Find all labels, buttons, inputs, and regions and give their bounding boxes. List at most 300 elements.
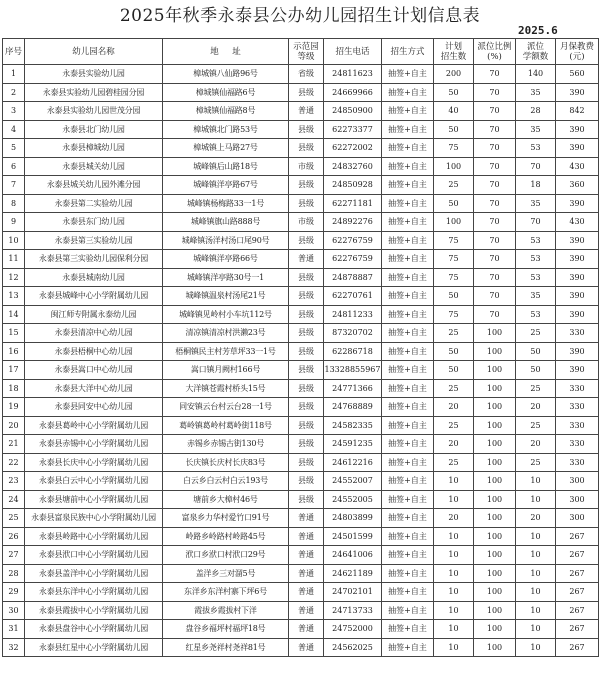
cell-method: 抽签+自主 — [382, 157, 434, 176]
cell-level: 市级 — [289, 213, 324, 232]
cell-name: 永泰县实验幼儿园 — [25, 65, 163, 84]
cell-ratio: 100 — [474, 324, 516, 343]
cell-level: 市级 — [289, 157, 324, 176]
cell-phone: 24552005 — [324, 490, 382, 509]
cell-fee: 267 — [556, 638, 599, 657]
cell-address: 富泉乡力华村爱竹口91号 — [163, 509, 289, 528]
table-row — [3, 546, 599, 565]
cell-address: 赤锡乡赤锡古街130号 — [163, 435, 289, 454]
cell-fee: 267 — [556, 546, 599, 565]
cell-plan: 50 — [434, 287, 474, 306]
cell-fee: 267 — [556, 620, 599, 639]
cell-plan: 10 — [434, 564, 474, 583]
cell-index: 26 — [3, 527, 25, 546]
cell-name: 闽江师专附属永泰幼儿园 — [25, 305, 163, 324]
cell-ratio: 70 — [474, 250, 516, 269]
cell-address: 葛岭镇葛岭村葛岭街118号 — [163, 416, 289, 435]
cell-plan: 25 — [434, 416, 474, 435]
table-row — [3, 620, 599, 639]
cell-name: 永泰县清凉中心幼儿园 — [25, 324, 163, 343]
cell-index: 5 — [3, 139, 25, 158]
cell-level: 普通 — [289, 509, 324, 528]
cell-phone: 62271181 — [324, 194, 382, 213]
cell-index: 17 — [3, 361, 25, 380]
cell-address: 樟城镇仙福路6号 — [163, 83, 289, 102]
table-row — [3, 472, 599, 491]
cell-level: 县级 — [289, 83, 324, 102]
cell-method: 抽签+自主 — [382, 490, 434, 509]
cell-name: 永泰县霞拔中心小学附属幼儿园 — [25, 601, 163, 620]
cell-plan: 50 — [434, 361, 474, 380]
header-ratio: 派位比例 (%) — [474, 39, 516, 65]
table-row — [3, 287, 599, 306]
cell-name: 永泰县岭路中心小学附属幼儿园 — [25, 527, 163, 546]
cell-plan: 50 — [434, 120, 474, 139]
table-row — [3, 324, 599, 343]
cell-level: 普通 — [289, 620, 324, 639]
cell-address: 城峰镇洋亭路30号一1 — [163, 268, 289, 287]
cell-plan: 25 — [434, 324, 474, 343]
table-row — [3, 83, 599, 102]
table-row — [3, 361, 599, 380]
cell-phone: 24582335 — [324, 416, 382, 435]
cell-address: 城峰镇温泉村汤尾21号 — [163, 287, 289, 306]
cell-method: 抽签+自主 — [382, 213, 434, 232]
cell-phone: 24501599 — [324, 527, 382, 546]
cell-fee: 430 — [556, 157, 599, 176]
cell-address: 盖洋乡三对溜5号 — [163, 564, 289, 583]
cell-plan: 10 — [434, 638, 474, 657]
cell-ratio: 70 — [474, 176, 516, 195]
cell-phone: 24752000 — [324, 620, 382, 639]
date-label: 2025.6 — [518, 24, 558, 37]
cell-fee: 330 — [556, 453, 599, 472]
cell-plan: 75 — [434, 250, 474, 269]
cell-fee: 390 — [556, 120, 599, 139]
cell-ratio: 70 — [474, 305, 516, 324]
table-row — [3, 527, 599, 546]
cell-phone: 24811623 — [324, 65, 382, 84]
cell-seats: 53 — [516, 250, 556, 269]
cell-ratio: 100 — [474, 490, 516, 509]
cell-index: 25 — [3, 509, 25, 528]
cell-ratio: 100 — [474, 398, 516, 417]
header-plan: 计划 招生数 — [434, 39, 474, 65]
cell-plan: 10 — [434, 527, 474, 546]
cell-plan: 50 — [434, 83, 474, 102]
header-row — [3, 39, 599, 65]
cell-level: 普通 — [289, 102, 324, 121]
cell-method: 抽签+自主 — [382, 176, 434, 195]
cell-method: 抽签+自主 — [382, 120, 434, 139]
cell-plan: 10 — [434, 490, 474, 509]
cell-seats: 53 — [516, 305, 556, 324]
cell-index: 18 — [3, 379, 25, 398]
cell-level: 县级 — [289, 324, 324, 343]
cell-index: 19 — [3, 398, 25, 417]
cell-phone: 24702101 — [324, 583, 382, 602]
header-index: 序号 — [3, 39, 25, 65]
header-fee: 月保教费 (元) — [556, 39, 599, 65]
page-title: 2025年秋季永泰县公办幼儿园招生计划信息表 — [119, 6, 481, 26]
cell-method: 抽签+自主 — [382, 194, 434, 213]
cell-address: 清凉镇清凉村洪濑23号 — [163, 324, 289, 343]
cell-address: 塘前乡大樟村46号 — [163, 490, 289, 509]
cell-name: 永泰县同安中心幼儿园 — [25, 398, 163, 417]
cell-method: 抽签+自主 — [382, 139, 434, 158]
cell-fee: 390 — [556, 305, 599, 324]
cell-phone: 62276759 — [324, 250, 382, 269]
cell-address: 嵩口镇月阙村166号 — [163, 361, 289, 380]
cell-index: 31 — [3, 620, 25, 639]
cell-name: 永泰县实验幼儿园碧桂园分园 — [25, 83, 163, 102]
table-row — [3, 490, 599, 509]
cell-name: 永泰县盘谷中心小学附属幼儿园 — [25, 620, 163, 639]
cell-fee: 390 — [556, 139, 599, 158]
header-method: 招生方式 — [382, 39, 434, 65]
cell-ratio: 70 — [474, 231, 516, 250]
cell-ratio: 70 — [474, 157, 516, 176]
cell-index: 8 — [3, 194, 25, 213]
cell-address: 盘谷乡福坪村福坪18号 — [163, 620, 289, 639]
cell-index: 1 — [3, 65, 25, 84]
cell-address: 梧桐镇民主村芳草坪33一1号 — [163, 342, 289, 361]
cell-phone: 24621189 — [324, 564, 382, 583]
cell-plan: 100 — [434, 157, 474, 176]
cell-seats: 28 — [516, 102, 556, 121]
cell-seats: 53 — [516, 231, 556, 250]
cell-seats: 70 — [516, 157, 556, 176]
cell-phone: 24803899 — [324, 509, 382, 528]
cell-level: 县级 — [289, 176, 324, 195]
cell-level: 县级 — [289, 342, 324, 361]
cell-plan: 50 — [434, 194, 474, 213]
cell-fee: 390 — [556, 361, 599, 380]
cell-name: 永泰县城峰中心小学附属幼儿园 — [25, 287, 163, 306]
cell-address: 城峰镇洋亭路67号 — [163, 176, 289, 195]
cell-method: 抽签+自主 — [382, 620, 434, 639]
cell-level: 省级 — [289, 65, 324, 84]
table-row — [3, 120, 599, 139]
cell-method: 抽签+自主 — [382, 102, 434, 121]
cell-index: 3 — [3, 102, 25, 121]
cell-level: 县级 — [289, 305, 324, 324]
table-row — [3, 564, 599, 583]
cell-fee: 390 — [556, 231, 599, 250]
cell-ratio: 100 — [474, 509, 516, 528]
cell-plan: 10 — [434, 583, 474, 602]
cell-address: 岭路乡岭路村岭路45号 — [163, 527, 289, 546]
cell-seats: 10 — [516, 546, 556, 565]
cell-name: 永泰县梧桐中心幼儿园 — [25, 342, 163, 361]
cell-plan: 25 — [434, 453, 474, 472]
cell-name: 永泰县红星中心小学附属幼儿园 — [25, 638, 163, 657]
cell-index: 27 — [3, 546, 25, 565]
cell-ratio: 70 — [474, 65, 516, 84]
cell-fee: 330 — [556, 379, 599, 398]
cell-index: 16 — [3, 342, 25, 361]
cell-phone: 62270761 — [324, 287, 382, 306]
cell-index: 10 — [3, 231, 25, 250]
table-row — [3, 268, 599, 287]
cell-seats: 20 — [516, 398, 556, 417]
table-row — [3, 509, 599, 528]
cell-level: 县级 — [289, 231, 324, 250]
cell-name: 永泰县第三实验幼儿园 — [25, 231, 163, 250]
cell-index: 7 — [3, 176, 25, 195]
cell-seats: 10 — [516, 490, 556, 509]
cell-plan: 75 — [434, 231, 474, 250]
table-row — [3, 416, 599, 435]
cell-method: 抽签+自主 — [382, 509, 434, 528]
cell-method: 抽签+自主 — [382, 435, 434, 454]
cell-index: 28 — [3, 564, 25, 583]
cell-ratio: 100 — [474, 546, 516, 565]
cell-method: 抽签+自主 — [382, 342, 434, 361]
cell-phone: 24713733 — [324, 601, 382, 620]
cell-name: 永泰县洑口中心小学附属幼儿园 — [25, 546, 163, 565]
cell-address: 白云乡白云村白云193号 — [163, 472, 289, 491]
table-row — [3, 65, 599, 84]
cell-method: 抽签+自主 — [382, 416, 434, 435]
cell-address: 樟城镇上马路27号 — [163, 139, 289, 158]
cell-method: 抽签+自主 — [382, 527, 434, 546]
cell-plan: 20 — [434, 435, 474, 454]
cell-method: 抽签+自主 — [382, 472, 434, 491]
cell-index: 4 — [3, 120, 25, 139]
cell-address: 樟城镇北门路53号 — [163, 120, 289, 139]
cell-fee: 267 — [556, 583, 599, 602]
cell-ratio: 100 — [474, 379, 516, 398]
cell-name: 永泰县第二实验幼儿园 — [25, 194, 163, 213]
cell-phone: 13328855967 — [324, 361, 382, 380]
cell-name: 永泰县北门幼儿园 — [25, 120, 163, 139]
table-row — [3, 194, 599, 213]
cell-name: 永泰县盖洋中心小学附属幼儿园 — [25, 564, 163, 583]
table-row — [3, 305, 599, 324]
cell-address: 樟城镇八仙路96号 — [163, 65, 289, 84]
cell-plan: 25 — [434, 176, 474, 195]
cell-fee: 390 — [556, 268, 599, 287]
cell-fee: 842 — [556, 102, 599, 121]
header-phone: 招生电话 — [324, 39, 382, 65]
cell-phone: 87320702 — [324, 324, 382, 343]
cell-ratio: 100 — [474, 435, 516, 454]
cell-address: 城峰镇汤洋村汤口尾90号 — [163, 231, 289, 250]
table-row — [3, 342, 599, 361]
header-name: 幼儿园名称 — [25, 39, 163, 65]
cell-method: 抽签+自主 — [382, 65, 434, 84]
header-level: 示范园 等级 — [289, 39, 324, 65]
cell-index: 32 — [3, 638, 25, 657]
cell-seats: 25 — [516, 324, 556, 343]
cell-plan: 75 — [434, 305, 474, 324]
cell-name: 永泰县城关幼儿园外滩分园 — [25, 176, 163, 195]
cell-index: 11 — [3, 250, 25, 269]
cell-method: 抽签+自主 — [382, 564, 434, 583]
table-row — [3, 102, 599, 121]
cell-level: 县级 — [289, 379, 324, 398]
cell-name: 永泰县赤锡中心小学附属幼儿园 — [25, 435, 163, 454]
cell-fee: 300 — [556, 490, 599, 509]
cell-method: 抽签+自主 — [382, 231, 434, 250]
cell-index: 30 — [3, 601, 25, 620]
cell-index: 24 — [3, 490, 25, 509]
cell-name: 永泰县嵩口中心幼儿园 — [25, 361, 163, 380]
table-row — [3, 231, 599, 250]
cell-fee: 330 — [556, 324, 599, 343]
cell-seats: 25 — [516, 379, 556, 398]
cell-ratio: 70 — [474, 268, 516, 287]
cell-address: 城峰镇见岭村小车坑112号 — [163, 305, 289, 324]
cell-plan: 100 — [434, 213, 474, 232]
cell-method: 抽签+自主 — [382, 546, 434, 565]
cell-phone: 24850928 — [324, 176, 382, 195]
table-body — [3, 65, 599, 657]
cell-index: 12 — [3, 268, 25, 287]
cell-method: 抽签+自主 — [382, 638, 434, 657]
cell-address: 城峰镇洋亭路66号 — [163, 250, 289, 269]
cell-ratio: 70 — [474, 83, 516, 102]
enrollment-table — [2, 38, 599, 657]
cell-address: 城峰镇杨梅路33一1号 — [163, 194, 289, 213]
cell-seats: 53 — [516, 268, 556, 287]
cell-method: 抽签+自主 — [382, 453, 434, 472]
table-row — [3, 453, 599, 472]
cell-name: 永泰县实验幼儿园世茂分园 — [25, 102, 163, 121]
cell-level: 县级 — [289, 416, 324, 435]
cell-method: 抽签+自主 — [382, 305, 434, 324]
cell-fee: 267 — [556, 601, 599, 620]
cell-index: 13 — [3, 287, 25, 306]
cell-seats: 35 — [516, 120, 556, 139]
cell-phone: 24552007 — [324, 472, 382, 491]
cell-level: 县级 — [289, 490, 324, 509]
cell-method: 抽签+自主 — [382, 361, 434, 380]
cell-ratio: 70 — [474, 102, 516, 121]
cell-plan: 50 — [434, 342, 474, 361]
table-row — [3, 213, 599, 232]
cell-level: 县级 — [289, 120, 324, 139]
cell-address: 同安镇云台村云台28一1号 — [163, 398, 289, 417]
cell-seats: 25 — [516, 416, 556, 435]
cell-phone: 24771366 — [324, 379, 382, 398]
cell-seats: 50 — [516, 342, 556, 361]
cell-fee: 330 — [556, 435, 599, 454]
cell-phone: 24832760 — [324, 157, 382, 176]
cell-fee: 267 — [556, 527, 599, 546]
cell-level: 县级 — [289, 194, 324, 213]
cell-seats: 10 — [516, 638, 556, 657]
cell-name: 永泰县富泉民族中心小学附属幼儿园 — [25, 509, 163, 528]
cell-phone: 24641006 — [324, 546, 382, 565]
cell-address: 长庆镇长庆村长庆83号 — [163, 453, 289, 472]
cell-name: 永泰县葛岭中心小学附属幼儿园 — [25, 416, 163, 435]
cell-plan: 40 — [434, 102, 474, 121]
cell-ratio: 100 — [474, 601, 516, 620]
cell-seats: 18 — [516, 176, 556, 195]
cell-ratio: 70 — [474, 139, 516, 158]
cell-level: 普通 — [289, 527, 324, 546]
cell-name: 永泰县大洋中心幼儿园 — [25, 379, 163, 398]
cell-index: 22 — [3, 453, 25, 472]
cell-phone: 24878887 — [324, 268, 382, 287]
cell-ratio: 100 — [474, 564, 516, 583]
cell-ratio: 70 — [474, 213, 516, 232]
cell-ratio: 70 — [474, 287, 516, 306]
cell-method: 抽签+自主 — [382, 583, 434, 602]
cell-method: 抽签+自主 — [382, 379, 434, 398]
cell-fee: 390 — [556, 83, 599, 102]
cell-address: 霞拔乡霞拔村下洋 — [163, 601, 289, 620]
table-row — [3, 398, 599, 417]
cell-seats: 35 — [516, 287, 556, 306]
cell-plan: 75 — [434, 268, 474, 287]
cell-plan: 10 — [434, 601, 474, 620]
cell-fee: 390 — [556, 287, 599, 306]
cell-index: 15 — [3, 324, 25, 343]
table-row — [3, 139, 599, 158]
cell-name: 永泰县第三实验幼儿园保利分园 — [25, 250, 163, 269]
cell-fee: 300 — [556, 472, 599, 491]
cell-ratio: 100 — [474, 453, 516, 472]
cell-address: 红星乡尧祥村尧祥81号 — [163, 638, 289, 657]
cell-seats: 25 — [516, 453, 556, 472]
cell-plan: 200 — [434, 65, 474, 84]
table-row — [3, 601, 599, 620]
cell-index: 20 — [3, 416, 25, 435]
cell-ratio: 70 — [474, 194, 516, 213]
cell-seats: 10 — [516, 527, 556, 546]
cell-plan: 10 — [434, 620, 474, 639]
cell-seats: 10 — [516, 583, 556, 602]
cell-phone: 24591235 — [324, 435, 382, 454]
table-row — [3, 250, 599, 269]
cell-address: 城峰镇旗山路888号 — [163, 213, 289, 232]
cell-fee: 390 — [556, 342, 599, 361]
header-address: 地 址 — [163, 39, 289, 65]
cell-fee: 430 — [556, 213, 599, 232]
cell-level: 县级 — [289, 435, 324, 454]
cell-fee: 330 — [556, 398, 599, 417]
cell-address: 樟城镇仙福路8号 — [163, 102, 289, 121]
cell-method: 抽签+自主 — [382, 398, 434, 417]
cell-seats: 10 — [516, 620, 556, 639]
cell-ratio: 100 — [474, 620, 516, 639]
cell-seats: 20 — [516, 435, 556, 454]
cell-phone: 24612216 — [324, 453, 382, 472]
cell-level: 普通 — [289, 638, 324, 657]
cell-level: 县级 — [289, 268, 324, 287]
cell-seats: 10 — [516, 564, 556, 583]
cell-seats: 35 — [516, 83, 556, 102]
cell-phone: 62276759 — [324, 231, 382, 250]
cell-plan: 20 — [434, 509, 474, 528]
cell-address: 东洋乡东洋村寨下坪6号 — [163, 583, 289, 602]
cell-method: 抽签+自主 — [382, 601, 434, 620]
cell-phone: 62273377 — [324, 120, 382, 139]
cell-address: 大洋镇苍霞村桥头15号 — [163, 379, 289, 398]
cell-level: 县级 — [289, 453, 324, 472]
cell-address: 洑口乡洑口村洑口29号 — [163, 546, 289, 565]
cell-index: 6 — [3, 157, 25, 176]
cell-seats: 140 — [516, 65, 556, 84]
cell-seats: 50 — [516, 361, 556, 380]
cell-plan: 10 — [434, 472, 474, 491]
cell-level: 县级 — [289, 361, 324, 380]
cell-method: 抽签+自主 — [382, 268, 434, 287]
cell-seats: 53 — [516, 139, 556, 158]
